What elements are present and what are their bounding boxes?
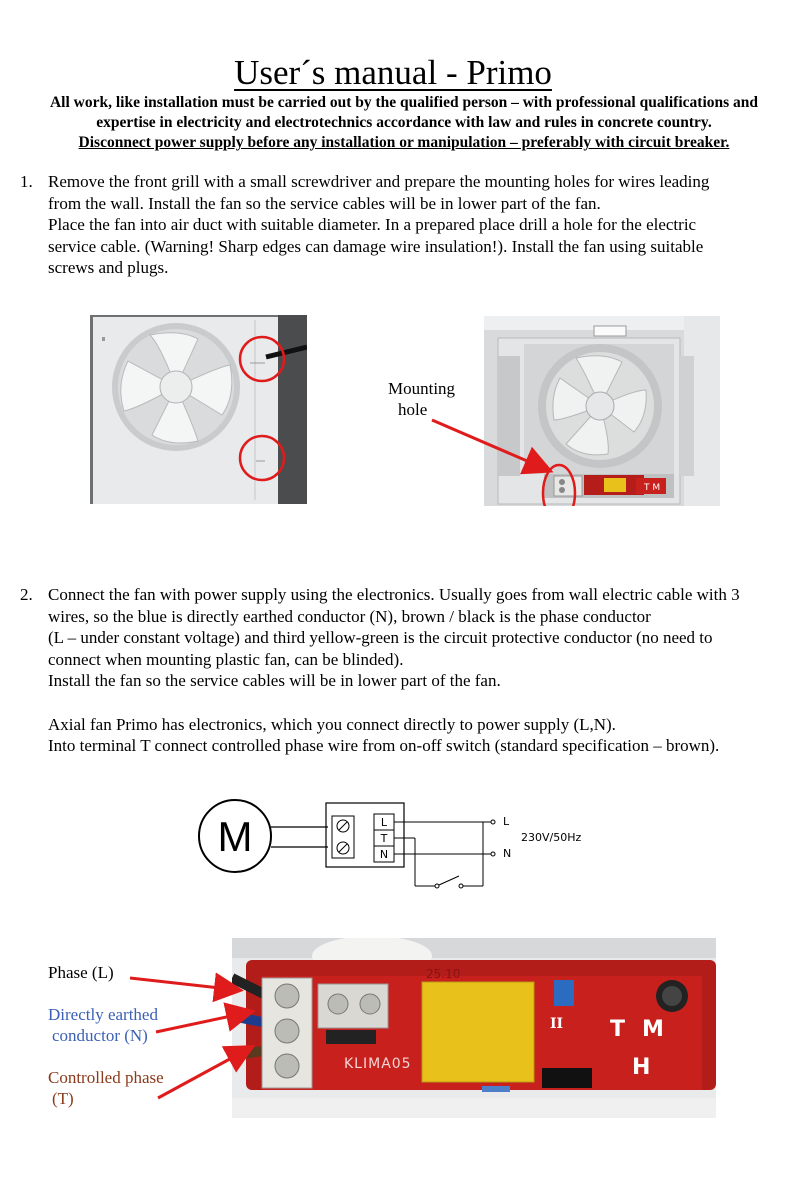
phase-label: Phase (L) (48, 963, 114, 982)
step-2-line: Connect the fan with power supply using the electronics. Usually goes from wall electric cable with 3 (48, 585, 740, 604)
step-1-line: from the wall. Install the fan so the service cables will be in lower part of the fan. (48, 193, 601, 213)
earthed-label-line-2: conductor (N) (52, 1026, 148, 1045)
step-2-line: (L – under constant voltage) and third yellow-green is the circuit protective conductor (no need to (48, 628, 713, 648)
earthed-label-line-1: Directly earthed (48, 1005, 158, 1024)
terminal-t: T (380, 832, 388, 845)
step-1-line: screws and plugs. (48, 258, 169, 278)
step-1-line: service cable. (Warning! Sharp edges can damage wire insulation!). Install the fan using suitable (48, 236, 704, 256)
warning-line-1: All work, like installation must be carried out by the qualified person – with professional qualifications and (49, 94, 759, 111)
board-code: 25.10 (426, 967, 461, 981)
supply-l-label: L (503, 815, 510, 828)
wiring-diagram (195, 795, 595, 895)
mounting-arrow (400, 405, 580, 505)
terminal-l: L (380, 816, 388, 829)
supply-n-label: N (503, 847, 512, 860)
warning-line-3: Disconnect power supply before any installation or manipulation – preferably with circuit breaker. (78, 134, 730, 151)
voltage-label: 230V/50Hz (521, 831, 582, 844)
step-2-line: Axial fan Primo has electronics, which you connect directly to power supply (L,N). (48, 714, 616, 734)
svg-text:M: M (642, 1017, 664, 1042)
svg-text:II: II (550, 1016, 564, 1032)
fan-front-photo (90, 315, 307, 504)
board-name: KLIMA05 (344, 1056, 412, 1072)
svg-text:T: T (610, 1017, 626, 1042)
controlled-label-line-2: (T) (52, 1089, 74, 1108)
motor-symbol: M (217, 813, 253, 860)
controlled-label-line-1: Controlled phase (48, 1068, 164, 1087)
step-2-number: 2. (20, 585, 33, 604)
svg-text:H: H (632, 1055, 651, 1080)
electronics-board-photo (232, 938, 716, 1118)
step-2-line: Install the fan so the service cables will be in lower part of the fan. (48, 671, 501, 691)
warning-line-2: expertise in electricity and electrotechnics accordance with law and rules in concrete country. (96, 114, 712, 131)
terminal-n: N (379, 848, 389, 861)
step-1-line: Place the fan into air duct with suitable diameter. In a prepared place drill a hole for the electric (48, 215, 697, 235)
step-1-number: 1. (20, 172, 33, 191)
board-arrows (100, 960, 290, 1110)
step-2-line: Into terminal T connect controlled phase wire from on-off switch (standard specification – brown). (48, 736, 720, 756)
step-1-line: Remove the front grill with a small screwdriver and prepare the mounting holes for wires leading (48, 172, 710, 191)
svg-text:T M: T M (644, 483, 661, 493)
page-title: User´s manual - Primo (234, 53, 552, 92)
mounting-label-line-2: hole (398, 400, 428, 419)
step-2-line: connect when mounting plastic fan, can be blinded). (48, 649, 404, 669)
mounting-label-line-1: Mounting (388, 379, 456, 398)
step-2-line: wires, so the blue is directly earthed conductor (N), brown / black is the phase conductor (48, 606, 651, 626)
